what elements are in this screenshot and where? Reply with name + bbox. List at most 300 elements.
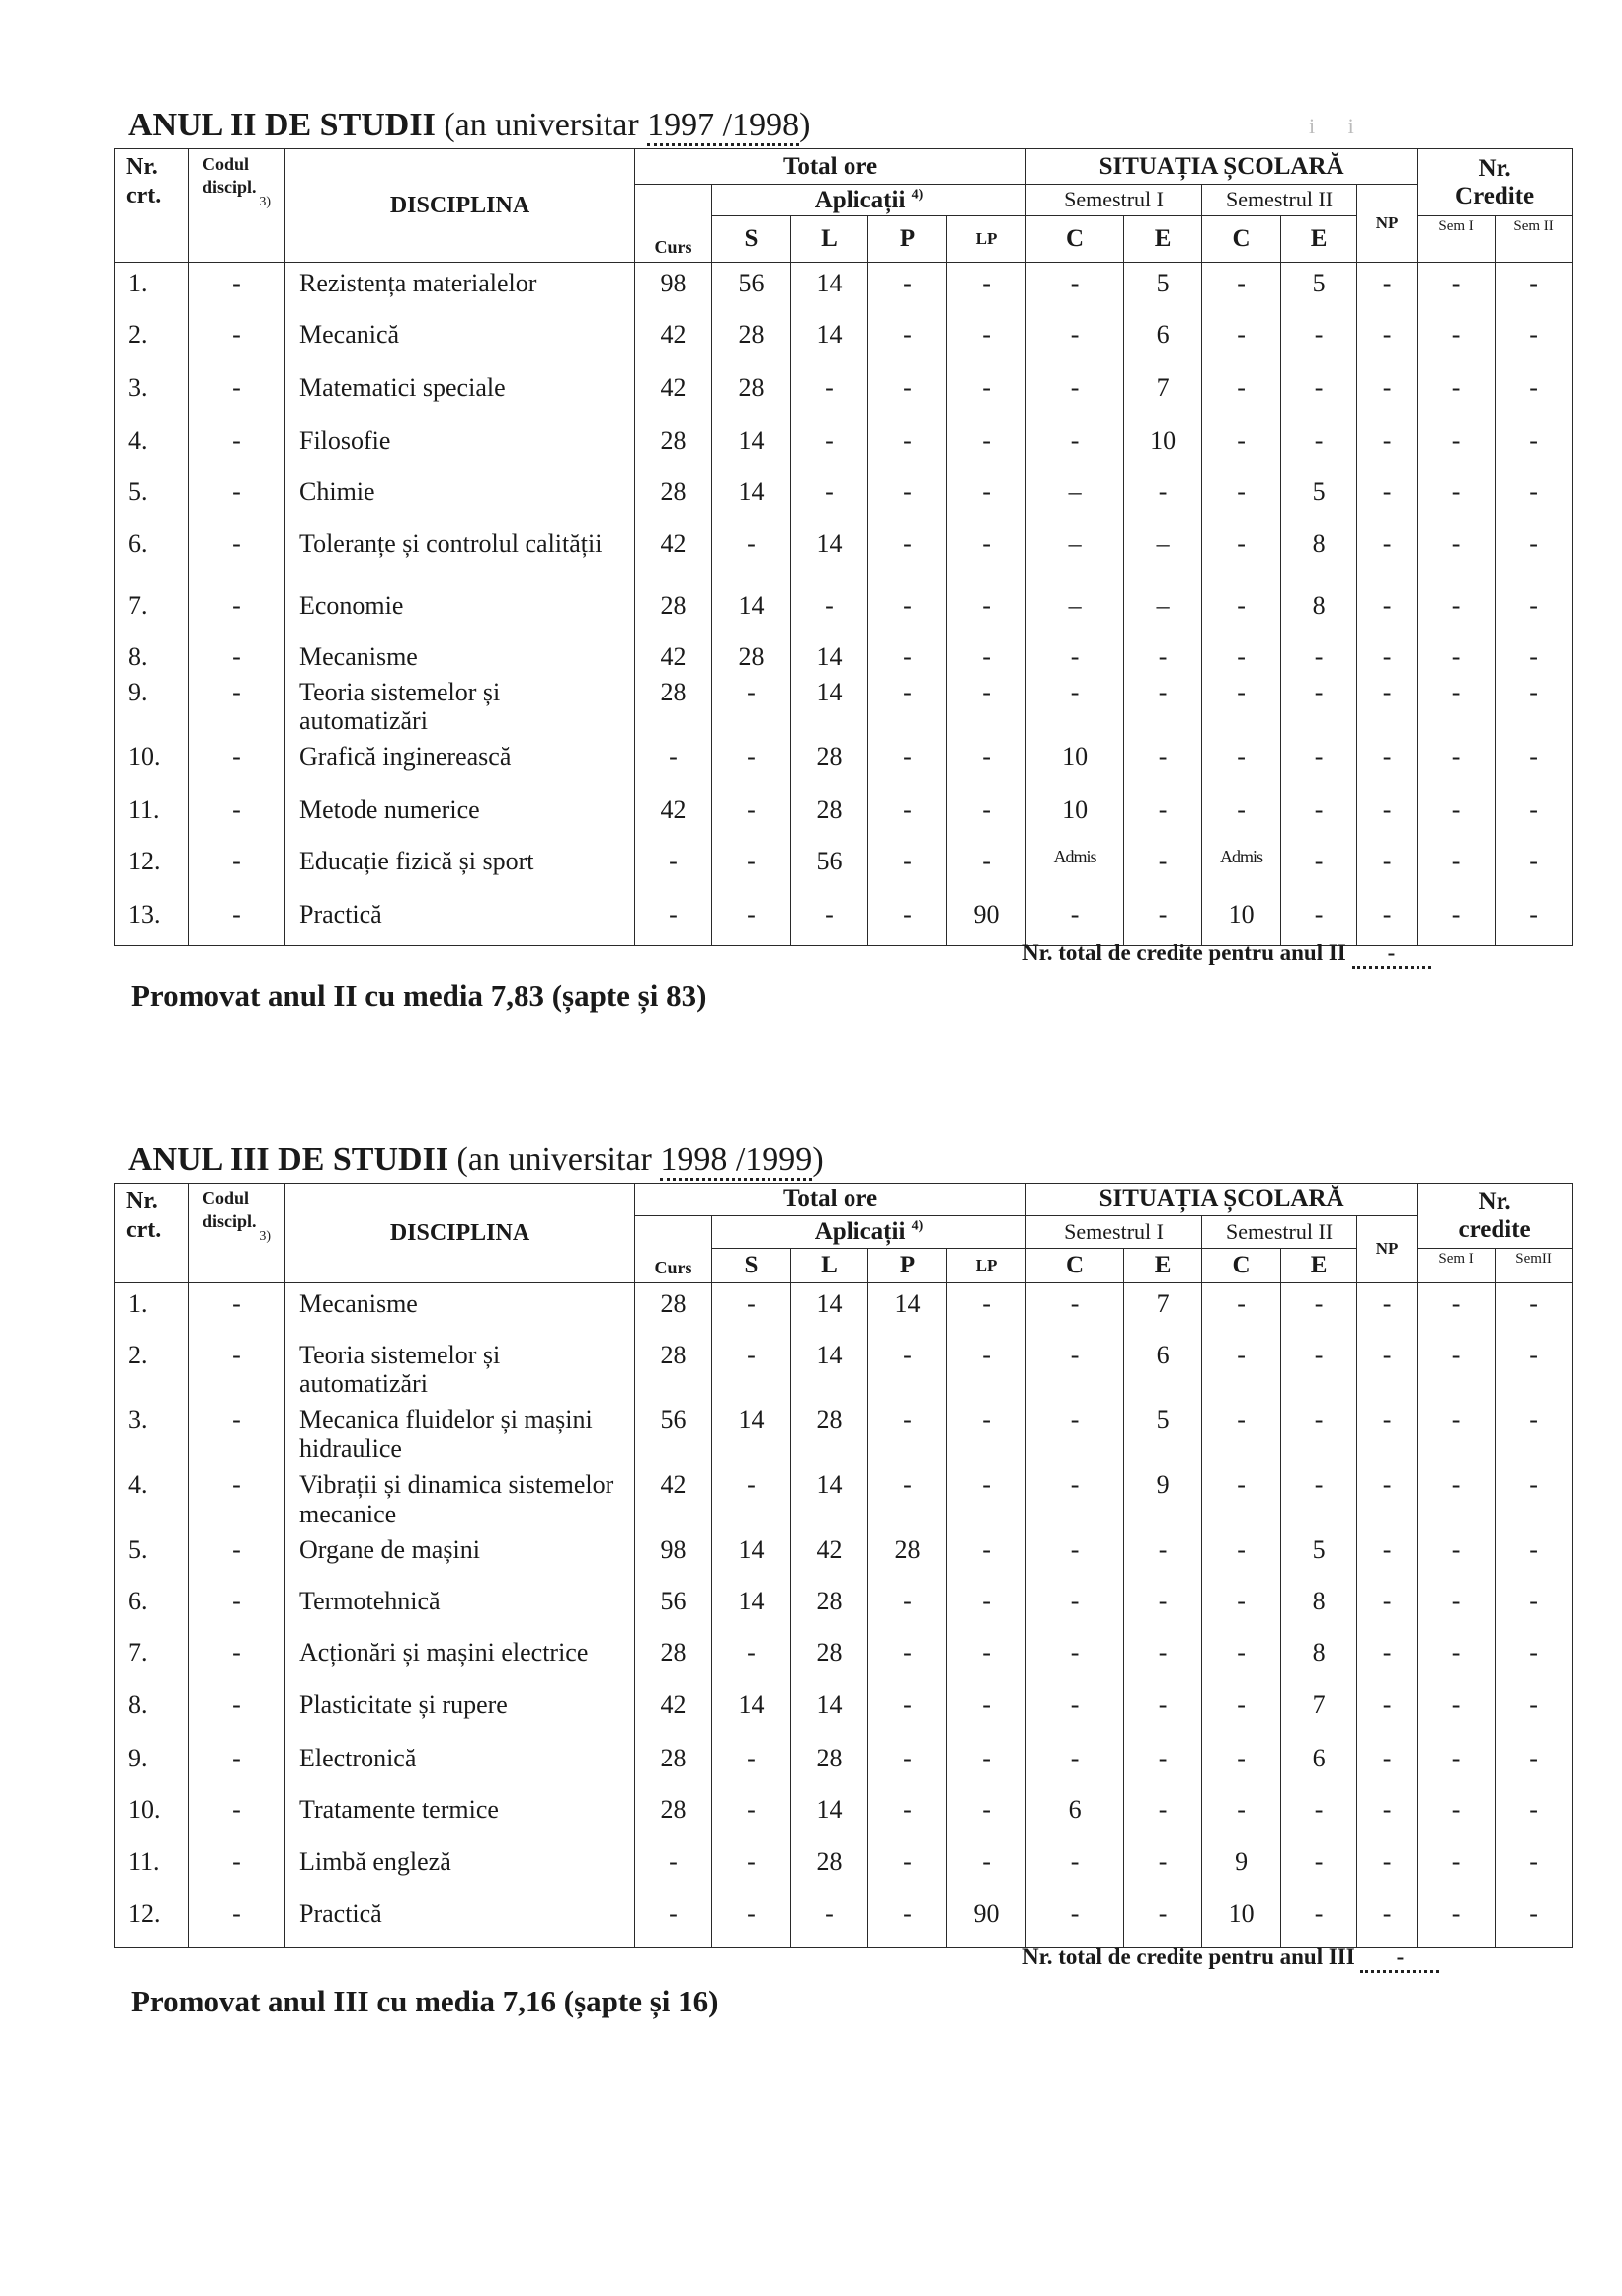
cell-c1: - bbox=[1026, 1581, 1124, 1632]
cell-curs: - bbox=[635, 894, 712, 945]
cell-c1: 10 bbox=[1026, 736, 1124, 789]
cell-c1: - bbox=[1026, 314, 1124, 368]
cell-c2: - bbox=[1202, 789, 1281, 841]
cell-e1: - bbox=[1124, 672, 1202, 737]
header-semestrul-2: Semestrul II bbox=[1202, 1216, 1357, 1249]
cell-c2: - bbox=[1202, 263, 1281, 314]
cell-cod: - bbox=[189, 585, 285, 636]
cell-s: - bbox=[712, 1464, 791, 1529]
cell-curs: 28 bbox=[635, 1335, 712, 1400]
year2-title-main: ANUL II DE STUDII bbox=[128, 107, 436, 143]
cell-nr: 1. bbox=[115, 1283, 189, 1335]
cell-e2: - bbox=[1281, 672, 1357, 737]
cell-curs: 28 bbox=[635, 1789, 712, 1842]
cell-curs: - bbox=[635, 1842, 712, 1893]
cell-lp: 90 bbox=[947, 894, 1026, 945]
cell-c1: 6 bbox=[1026, 1789, 1124, 1842]
cell-c2: - bbox=[1202, 636, 1281, 672]
cell-c2: 10 bbox=[1202, 1893, 1281, 1948]
year2-title: ANUL II DE STUDII (an universitar 1997 /1998) bbox=[128, 107, 810, 144]
cell-p: - bbox=[868, 1399, 947, 1464]
year3-credits-total-value: - bbox=[1360, 1944, 1439, 1973]
cell-c1: - bbox=[1026, 894, 1124, 945]
cell-c2: - bbox=[1202, 1464, 1281, 1529]
cell-cr1: - bbox=[1418, 1283, 1496, 1335]
year2-title-prefix: (an universitar bbox=[444, 107, 639, 143]
cell-p: - bbox=[868, 1893, 947, 1948]
cell-p: - bbox=[868, 1464, 947, 1529]
cell-curs: 42 bbox=[635, 524, 712, 585]
cell-c2: - bbox=[1202, 420, 1281, 471]
cell-c1: - bbox=[1026, 1335, 1124, 1400]
cell-disciplina: Mecanica fluidelor și mașini hidraulice bbox=[285, 1399, 635, 1464]
cell-e1: - bbox=[1124, 1842, 1202, 1893]
cell-np: - bbox=[1357, 314, 1418, 368]
cell-cod: - bbox=[189, 314, 285, 368]
cell-disciplina: Mecanisme bbox=[285, 1283, 635, 1335]
cell-cod: - bbox=[189, 789, 285, 841]
cell-lp: - bbox=[947, 263, 1026, 314]
cell-e1: - bbox=[1124, 1738, 1202, 1789]
header-lp: LP bbox=[947, 1249, 1026, 1283]
header-cod-disciplina: Codul discipl. 3) bbox=[189, 1184, 285, 1283]
table-row bbox=[115, 841, 1573, 894]
cell-cod: - bbox=[189, 1738, 285, 1789]
cell-e1: - bbox=[1124, 736, 1202, 789]
cell-l: 14 bbox=[791, 314, 868, 368]
cell-cod: - bbox=[189, 1893, 285, 1948]
cell-lp: - bbox=[947, 1529, 1026, 1581]
header-curs: Curs bbox=[635, 1216, 712, 1283]
cell-np: - bbox=[1357, 1738, 1418, 1789]
header-credite-sem2: SemII bbox=[1496, 1249, 1573, 1283]
cell-cr2: - bbox=[1496, 789, 1573, 841]
cell-c1: - bbox=[1026, 1842, 1124, 1893]
cell-cr1: - bbox=[1418, 894, 1496, 945]
cell-l: 28 bbox=[791, 1399, 868, 1464]
cell-cod: - bbox=[189, 524, 285, 585]
cell-cr1: - bbox=[1418, 263, 1496, 314]
cell-nr: 11. bbox=[115, 1842, 189, 1893]
cell-s: - bbox=[712, 672, 791, 737]
cell-c1: - bbox=[1026, 1464, 1124, 1529]
table-row bbox=[115, 1283, 1573, 1335]
cell-lp: - bbox=[947, 841, 1026, 894]
cell-cr2: - bbox=[1496, 1335, 1573, 1400]
cell-c1: – bbox=[1026, 585, 1124, 636]
cell-s: - bbox=[712, 524, 791, 585]
table-row bbox=[115, 471, 1573, 524]
cell-nr: 3. bbox=[115, 368, 189, 420]
cell-s: - bbox=[712, 1842, 791, 1893]
cell-cr2: - bbox=[1496, 672, 1573, 737]
table-row bbox=[115, 1893, 1573, 1948]
header-e2: E bbox=[1281, 1249, 1357, 1283]
cell-c1: - bbox=[1026, 672, 1124, 737]
cell-np: - bbox=[1357, 1399, 1418, 1464]
cell-cr1: - bbox=[1418, 1529, 1496, 1581]
cell-cr2: - bbox=[1496, 894, 1573, 945]
cell-cr2: - bbox=[1496, 263, 1573, 314]
cell-e2: - bbox=[1281, 1789, 1357, 1842]
cell-e2: - bbox=[1281, 368, 1357, 420]
header-l: L bbox=[791, 216, 868, 263]
header-nr-crt: Nr. crt. bbox=[115, 149, 189, 263]
year2-credits-total-value: - bbox=[1352, 941, 1431, 969]
cell-nr: 6. bbox=[115, 524, 189, 585]
cell-p: - bbox=[868, 471, 947, 524]
cell-c1: - bbox=[1026, 1893, 1124, 1948]
header-situatia-scolara: SITUAȚIA ȘCOLARĂ bbox=[1026, 149, 1418, 185]
cell-p: - bbox=[868, 1842, 947, 1893]
cell-curs: 28 bbox=[635, 1632, 712, 1684]
cell-cr1: - bbox=[1418, 1789, 1496, 1842]
cell-cod: - bbox=[189, 1789, 285, 1842]
cell-cr2: - bbox=[1496, 420, 1573, 471]
cell-e2: - bbox=[1281, 1283, 1357, 1335]
cell-c2: - bbox=[1202, 368, 1281, 420]
cell-c2: - bbox=[1202, 585, 1281, 636]
header-cod-disciplina: Codul discipl. 3) bbox=[189, 149, 285, 263]
cell-c1: - bbox=[1026, 368, 1124, 420]
cell-cod: - bbox=[189, 471, 285, 524]
cell-s: 14 bbox=[712, 1399, 791, 1464]
cell-e1: - bbox=[1124, 894, 1202, 945]
cell-disciplina: Tratamente termice bbox=[285, 1789, 635, 1842]
cell-np: - bbox=[1357, 1464, 1418, 1529]
cell-e1: - bbox=[1124, 841, 1202, 894]
table-row bbox=[115, 263, 1573, 314]
header-e1: E bbox=[1124, 1249, 1202, 1283]
cell-e2: - bbox=[1281, 841, 1357, 894]
cell-l: 14 bbox=[791, 1283, 868, 1335]
cell-cod: - bbox=[189, 1842, 285, 1893]
cell-e2: - bbox=[1281, 314, 1357, 368]
cell-cr1: - bbox=[1418, 672, 1496, 737]
header-aplicatii: Aplicații $^{4)}$ bbox=[712, 1216, 1026, 1249]
cell-np: - bbox=[1357, 636, 1418, 672]
cell-e2: 7 bbox=[1281, 1684, 1357, 1738]
cell-cr2: - bbox=[1496, 1789, 1573, 1842]
cell-cr1: - bbox=[1418, 1738, 1496, 1789]
cell-cr1: - bbox=[1418, 420, 1496, 471]
cell-disciplina: Rezistența materialelor bbox=[285, 263, 635, 314]
cell-e2: 8 bbox=[1281, 585, 1357, 636]
cell-lp: - bbox=[947, 368, 1026, 420]
cell-l: 14 bbox=[791, 636, 868, 672]
cell-nr: 10. bbox=[115, 736, 189, 789]
cell-c2: - bbox=[1202, 471, 1281, 524]
cell-e1: 5 bbox=[1124, 263, 1202, 314]
cell-np: - bbox=[1357, 1842, 1418, 1893]
cell-curs: 42 bbox=[635, 636, 712, 672]
cell-p: - bbox=[868, 420, 947, 471]
cell-e1: - bbox=[1124, 1581, 1202, 1632]
cell-nr: 4. bbox=[115, 420, 189, 471]
cell-cr1: - bbox=[1418, 524, 1496, 585]
cell-c2: - bbox=[1202, 1283, 1281, 1335]
cell-curs: 28 bbox=[635, 471, 712, 524]
cell-e1: 7 bbox=[1124, 1283, 1202, 1335]
cell-nr: 1. bbox=[115, 263, 189, 314]
cell-cr1: - bbox=[1418, 1632, 1496, 1684]
cell-lp: - bbox=[947, 1789, 1026, 1842]
cell-p: - bbox=[868, 1632, 947, 1684]
cell-lp: - bbox=[947, 672, 1026, 737]
cell-c2: - bbox=[1202, 314, 1281, 368]
cell-nr: 9. bbox=[115, 1738, 189, 1789]
cell-p: - bbox=[868, 263, 947, 314]
cell-l: 28 bbox=[791, 1581, 868, 1632]
year2-grades-table bbox=[114, 148, 1573, 946]
cell-disciplina: Mecanică bbox=[285, 314, 635, 368]
cell-p: - bbox=[868, 585, 947, 636]
cell-curs: 42 bbox=[635, 1684, 712, 1738]
cell-nr: 5. bbox=[115, 471, 189, 524]
faint-scan-mark: i i bbox=[1309, 114, 1368, 138]
header-semestrul-1: Semestrul I bbox=[1026, 1216, 1202, 1249]
header-l: L bbox=[791, 1249, 868, 1283]
year2-credits-total-label: Nr. total de credite pentru anul II bbox=[1022, 941, 1346, 965]
table-row bbox=[115, 1464, 1573, 1529]
cell-s: - bbox=[712, 789, 791, 841]
cell-np: - bbox=[1357, 524, 1418, 585]
cell-c2: - bbox=[1202, 1632, 1281, 1684]
cell-l: 14 bbox=[791, 524, 868, 585]
cell-disciplina: Mecanisme bbox=[285, 636, 635, 672]
cell-curs: 28 bbox=[635, 1283, 712, 1335]
cell-nr: 12. bbox=[115, 1893, 189, 1948]
cell-p: - bbox=[868, 789, 947, 841]
table-row bbox=[115, 1684, 1573, 1738]
cell-lp: - bbox=[947, 636, 1026, 672]
cell-lp: - bbox=[947, 1581, 1026, 1632]
cell-e1: 6 bbox=[1124, 314, 1202, 368]
cell-e2: 6 bbox=[1281, 1738, 1357, 1789]
cell-lp: - bbox=[947, 524, 1026, 585]
header-aplicatii: Aplicații $^{4)}$ bbox=[712, 185, 1026, 216]
header-c2: C bbox=[1202, 1249, 1281, 1283]
cell-disciplina: Electronică bbox=[285, 1738, 635, 1789]
cell-curs: 56 bbox=[635, 1581, 712, 1632]
cell-disciplina: Toleranțe și controlul calității bbox=[285, 524, 635, 585]
table-row bbox=[115, 672, 1573, 737]
cell-np: - bbox=[1357, 1893, 1418, 1948]
cell-e1: - bbox=[1124, 789, 1202, 841]
year3-grades-table bbox=[114, 1183, 1573, 1948]
cell-s: 28 bbox=[712, 314, 791, 368]
cell-l: 14 bbox=[791, 263, 868, 314]
cell-np: - bbox=[1357, 585, 1418, 636]
cell-e2: - bbox=[1281, 789, 1357, 841]
header-nr-crt: Nr. crt. bbox=[115, 1184, 189, 1283]
cell-cr1: - bbox=[1418, 736, 1496, 789]
cell-cr2: - bbox=[1496, 1632, 1573, 1684]
header-p: P bbox=[868, 1249, 947, 1283]
cell-cr2: - bbox=[1496, 524, 1573, 585]
cell-s: 14 bbox=[712, 420, 791, 471]
cell-np: - bbox=[1357, 1789, 1418, 1842]
cell-c2: - bbox=[1202, 524, 1281, 585]
cell-nr: 2. bbox=[115, 1335, 189, 1400]
header-p: P bbox=[868, 216, 947, 263]
cell-l: 28 bbox=[791, 736, 868, 789]
cell-p: - bbox=[868, 368, 947, 420]
cell-c2: - bbox=[1202, 1738, 1281, 1789]
cell-s: - bbox=[712, 1738, 791, 1789]
cell-cr2: - bbox=[1496, 1893, 1573, 1948]
cell-e1: - bbox=[1124, 636, 1202, 672]
header-np: NP bbox=[1357, 185, 1418, 263]
cell-e1: 7 bbox=[1124, 368, 1202, 420]
cell-lp: - bbox=[947, 314, 1026, 368]
table-row bbox=[115, 1632, 1573, 1684]
header-semestrul-2: Semestrul II bbox=[1202, 185, 1357, 216]
cell-p: - bbox=[868, 1581, 947, 1632]
table-row bbox=[115, 1738, 1573, 1789]
cell-cr1: - bbox=[1418, 1399, 1496, 1464]
cell-l: - bbox=[791, 471, 868, 524]
table-row bbox=[115, 1335, 1573, 1400]
cell-nr: 9. bbox=[115, 672, 189, 737]
cell-e2: - bbox=[1281, 1335, 1357, 1400]
cell-e2: 8 bbox=[1281, 524, 1357, 585]
cell-np: - bbox=[1357, 1684, 1418, 1738]
cell-lp: - bbox=[947, 736, 1026, 789]
cell-l: 14 bbox=[791, 1335, 868, 1400]
cell-cod: - bbox=[189, 636, 285, 672]
header-credite-sem1: Sem I bbox=[1418, 216, 1496, 263]
cell-curs: 28 bbox=[635, 672, 712, 737]
cell-cr2: - bbox=[1496, 841, 1573, 894]
cell-cr2: - bbox=[1496, 314, 1573, 368]
cell-cod: - bbox=[189, 1684, 285, 1738]
cell-np: - bbox=[1357, 263, 1418, 314]
cell-cr2: - bbox=[1496, 736, 1573, 789]
cell-l: 28 bbox=[791, 789, 868, 841]
header-credite-sem2: Sem II bbox=[1496, 216, 1573, 263]
cell-e1: - bbox=[1124, 1632, 1202, 1684]
cell-l: 14 bbox=[791, 1789, 868, 1842]
cell-curs: 98 bbox=[635, 1529, 712, 1581]
cell-cr2: - bbox=[1496, 1464, 1573, 1529]
cell-np: - bbox=[1357, 1632, 1418, 1684]
cell-cr1: - bbox=[1418, 368, 1496, 420]
cell-l: 42 bbox=[791, 1529, 868, 1581]
cell-nr: 8. bbox=[115, 1684, 189, 1738]
cell-l: - bbox=[791, 1893, 868, 1948]
header-disciplina: DISCIPLINA bbox=[285, 149, 635, 263]
cell-nr: 8. bbox=[115, 636, 189, 672]
header-nr-credite: Nr. credite bbox=[1418, 1184, 1573, 1249]
cell-disciplina: Metode numerice bbox=[285, 789, 635, 841]
cell-lp: - bbox=[947, 1842, 1026, 1893]
cell-cr1: - bbox=[1418, 471, 1496, 524]
cell-cr2: - bbox=[1496, 1581, 1573, 1632]
header-c1: C bbox=[1026, 216, 1124, 263]
cell-cr2: - bbox=[1496, 1529, 1573, 1581]
cell-curs: 28 bbox=[635, 585, 712, 636]
table-row bbox=[115, 1399, 1573, 1464]
cell-p: - bbox=[868, 672, 947, 737]
cell-cr1: - bbox=[1418, 585, 1496, 636]
cell-c1: - bbox=[1026, 1632, 1124, 1684]
table-row bbox=[115, 420, 1573, 471]
table-row bbox=[115, 736, 1573, 789]
year3-table-body bbox=[115, 1283, 1573, 1948]
cell-s: 14 bbox=[712, 1684, 791, 1738]
cell-c1: – bbox=[1026, 524, 1124, 585]
cell-c2: - bbox=[1202, 736, 1281, 789]
cell-cr1: - bbox=[1418, 1464, 1496, 1529]
cell-e2: - bbox=[1281, 1842, 1357, 1893]
cell-p: - bbox=[868, 736, 947, 789]
cell-s: - bbox=[712, 841, 791, 894]
header-credite-sem1: Sem I bbox=[1418, 1249, 1496, 1283]
cell-c1: – bbox=[1026, 471, 1124, 524]
header-e2: E bbox=[1281, 216, 1357, 263]
cell-nr: 7. bbox=[115, 585, 189, 636]
cell-e2: - bbox=[1281, 420, 1357, 471]
cell-curs: 42 bbox=[635, 789, 712, 841]
cell-s: 56 bbox=[712, 263, 791, 314]
cell-cr1: - bbox=[1418, 841, 1496, 894]
cell-lp: - bbox=[947, 1335, 1026, 1400]
table-row bbox=[115, 1581, 1573, 1632]
header-s: S bbox=[712, 216, 791, 263]
cell-c1: - bbox=[1026, 420, 1124, 471]
cell-e2: 5 bbox=[1281, 1529, 1357, 1581]
header-curs: Curs bbox=[635, 185, 712, 263]
cell-cod: - bbox=[189, 894, 285, 945]
cell-cr2: - bbox=[1496, 585, 1573, 636]
cell-p: - bbox=[868, 1789, 947, 1842]
cell-cod: - bbox=[189, 1581, 285, 1632]
cell-disciplina: Economie bbox=[285, 585, 635, 636]
cell-l: - bbox=[791, 368, 868, 420]
cell-e2: - bbox=[1281, 636, 1357, 672]
cell-e2: - bbox=[1281, 736, 1357, 789]
cell-c2: - bbox=[1202, 1335, 1281, 1400]
cell-s: - bbox=[712, 1632, 791, 1684]
cell-nr: 10. bbox=[115, 1789, 189, 1842]
cell-cr1: - bbox=[1418, 314, 1496, 368]
cell-l: 28 bbox=[791, 1842, 868, 1893]
cell-cr1: - bbox=[1418, 636, 1496, 672]
year3-title-main: ANUL III DE STUDII bbox=[128, 1141, 449, 1178]
cell-cr1: - bbox=[1418, 1893, 1496, 1948]
table-row bbox=[115, 894, 1573, 945]
cell-cr1: - bbox=[1418, 1581, 1496, 1632]
table-row bbox=[115, 368, 1573, 420]
year3-title-prefix: (an universitar bbox=[456, 1141, 652, 1178]
cell-c1: - bbox=[1026, 1283, 1124, 1335]
cell-curs: 28 bbox=[635, 1738, 712, 1789]
cell-cod: - bbox=[189, 1283, 285, 1335]
table-row bbox=[115, 1529, 1573, 1581]
cell-cr2: - bbox=[1496, 471, 1573, 524]
cell-lp: - bbox=[947, 471, 1026, 524]
cell-p: 14 bbox=[868, 1283, 947, 1335]
cell-curs: 56 bbox=[635, 1399, 712, 1464]
cell-np: - bbox=[1357, 672, 1418, 737]
cell-np: - bbox=[1357, 420, 1418, 471]
cell-lp: - bbox=[947, 420, 1026, 471]
cell-cod: - bbox=[189, 1632, 285, 1684]
cell-e2: 5 bbox=[1281, 263, 1357, 314]
cell-cr2: - bbox=[1496, 1399, 1573, 1464]
cell-s: 14 bbox=[712, 585, 791, 636]
